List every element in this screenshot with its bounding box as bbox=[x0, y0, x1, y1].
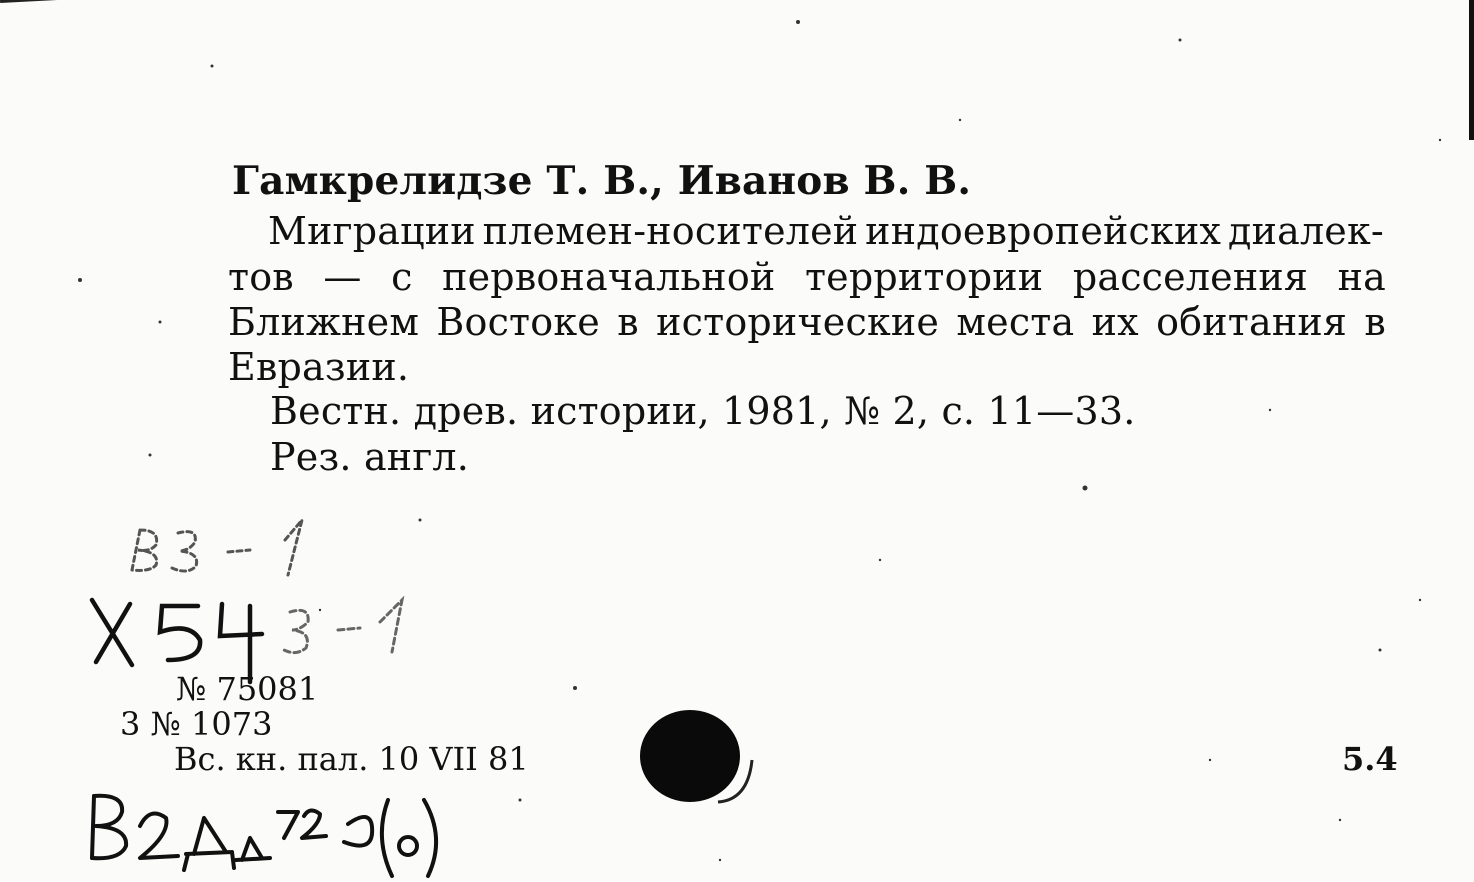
title-word: в bbox=[1364, 300, 1386, 344]
title-word: племен-носителей bbox=[482, 209, 859, 253]
title-word: места bbox=[956, 300, 1075, 344]
title-word: в bbox=[617, 300, 639, 344]
title-word: индоевропейских bbox=[865, 209, 1222, 253]
title-word: Ближнем bbox=[228, 300, 420, 344]
title-word: на bbox=[1337, 255, 1386, 299]
title-word: Миграции bbox=[268, 209, 476, 253]
title-word: тов bbox=[228, 255, 294, 299]
title-word: территории bbox=[804, 255, 1044, 299]
title-word: исторические bbox=[656, 300, 940, 344]
title-word: расселения bbox=[1072, 255, 1309, 299]
title-word: Евразии. bbox=[228, 345, 410, 389]
source-citation: Вестн. древ. истории, 1981, № 2, с. 11—33. bbox=[270, 389, 1136, 433]
chamber-note: Вс. кн. пал. 10 VII 81 bbox=[174, 740, 529, 778]
title-word: с bbox=[391, 255, 413, 299]
title-word: диалек- bbox=[1227, 209, 1384, 253]
accession-number: № 75081 bbox=[176, 670, 319, 708]
summary-note: Рез. англ. bbox=[270, 435, 470, 479]
title-word: — bbox=[323, 255, 362, 299]
title-word: первоначальной bbox=[442, 255, 776, 299]
order-number: 3 № 1073 bbox=[120, 705, 273, 743]
card-author: Гамкрелидзе Т. В., Иванов В. В. bbox=[232, 158, 972, 204]
class-code: 5.4 bbox=[1342, 740, 1398, 778]
title-word: их bbox=[1091, 300, 1139, 344]
title-word: Востоке bbox=[436, 300, 600, 344]
title-word: обитания bbox=[1156, 300, 1348, 344]
